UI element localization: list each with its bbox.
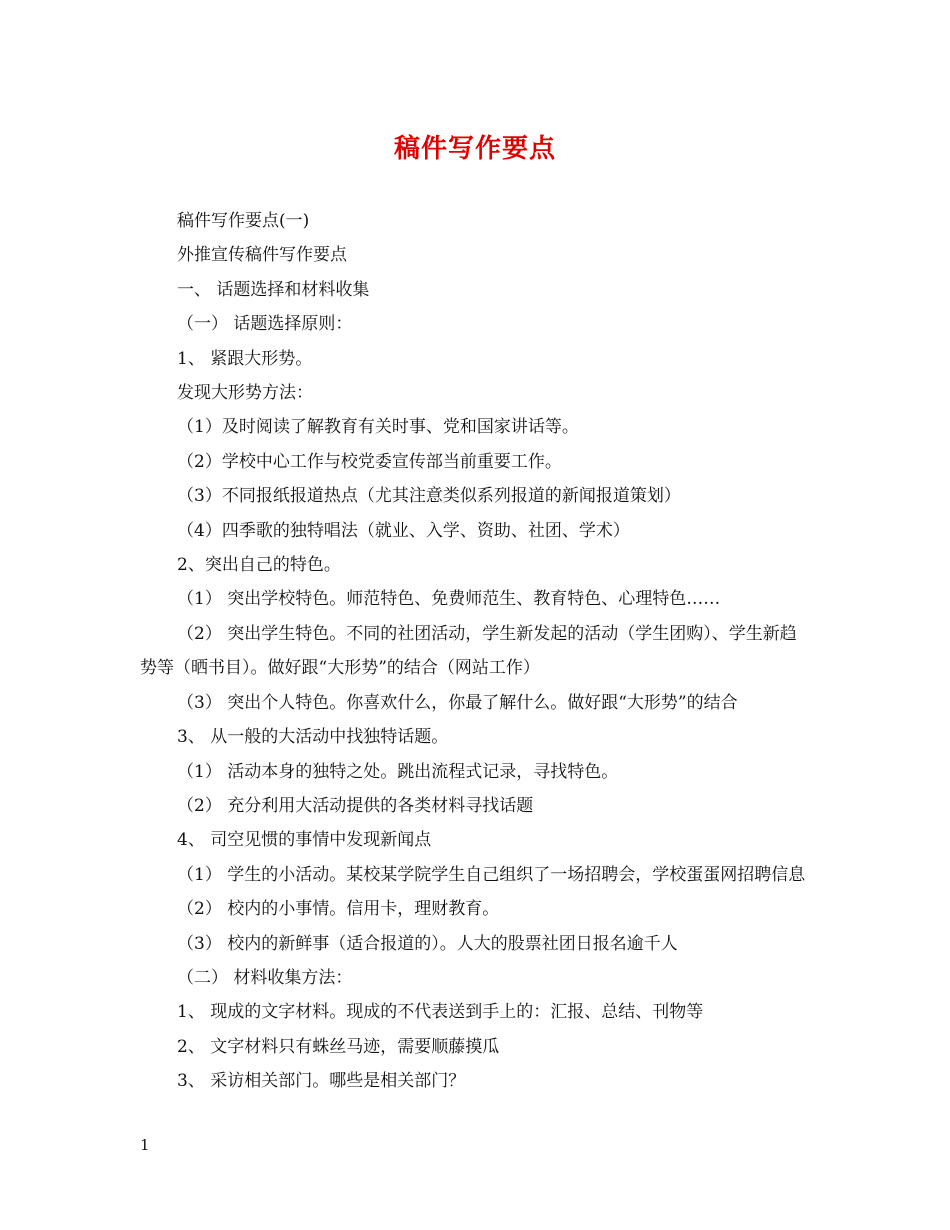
text-line: 3、 采访相关部门。哪些是相关部门？ [177,1071,466,1092]
text-line: （3） 校内的新鲜事（适合报道的）。人大的股票社团日报名逾千人 [177,933,678,954]
text-line: （1）及时阅读了解教育有关时事、党和国家讲话等。 [177,417,579,438]
page-number: 1 [140,1136,150,1154]
text-paragraph: （2） 突出学生特色。不同的社团活动，学生新发起的活动（学生团购）、学生新趋势等（晒书目）。做好跟“大形势”的结合（网站工作） [140,623,797,679]
text-line: 一、 话题选择和材料收集 [177,279,370,300]
document-title: 稿件写作要点 [393,134,556,164]
text-line: （1） 突出学校特色。师范特色、免费师范生、教育特色、心理特色…… [177,589,721,610]
text-line: 1、 现成的文字材料。现成的不代表送到手上的：汇报、总结、刊物等 [177,1002,704,1023]
text-line: （2） 充分利用大活动提供的各类材料寻找话题 [177,795,534,816]
text-line: 发现大形势方法： [177,383,313,404]
text-line: 4、 司空见惯的事情中发现新闻点 [177,830,432,851]
text-line: 2、突出自己的特色。 [177,555,341,576]
text-line: （二） 材料收集方法： [177,967,353,988]
text-line: 稿件写作要点(一) [177,211,310,231]
text-paragraph: （1） 学生的小活动。某校某学院学生自己组织了一场招聘会，学校蛋蛋网招聘信息 [177,864,806,885]
document-body [140,204,812,1099]
text-line: （2） 校内的小事情。信用卡，理财教育。 [177,899,500,920]
text-line: 外推宣传稿件写作要点 [177,245,347,266]
text-line: （2）学校中心工作与校党委宣传部当前重要工作。 [177,451,562,472]
text-line: （4）四季歌的独特唱法（就业、入学、资助、社团、学术） [177,520,630,541]
text-line: （一） 话题选择原则： [177,314,353,335]
text-line: （1） 活动本身的独特之处。跳出流程式记录，寻找特色。 [177,761,619,782]
text-line: 1、 紧跟大形势。 [177,348,313,369]
text-line: 2、 文字材料只有蛛丝马迹，需要顺藤摸瓜 [177,1036,500,1057]
text-line: 3、 从一般的大活动中找独特话题。 [177,727,449,748]
text-line: （3）不同报纸报道热点（尤其注意类似系列报道的新闻报道策划） [177,486,681,507]
text-line: （3） 突出个人特色。你喜欢什么，你最了解什么。做好跟“大形势”的结合 [177,692,738,713]
